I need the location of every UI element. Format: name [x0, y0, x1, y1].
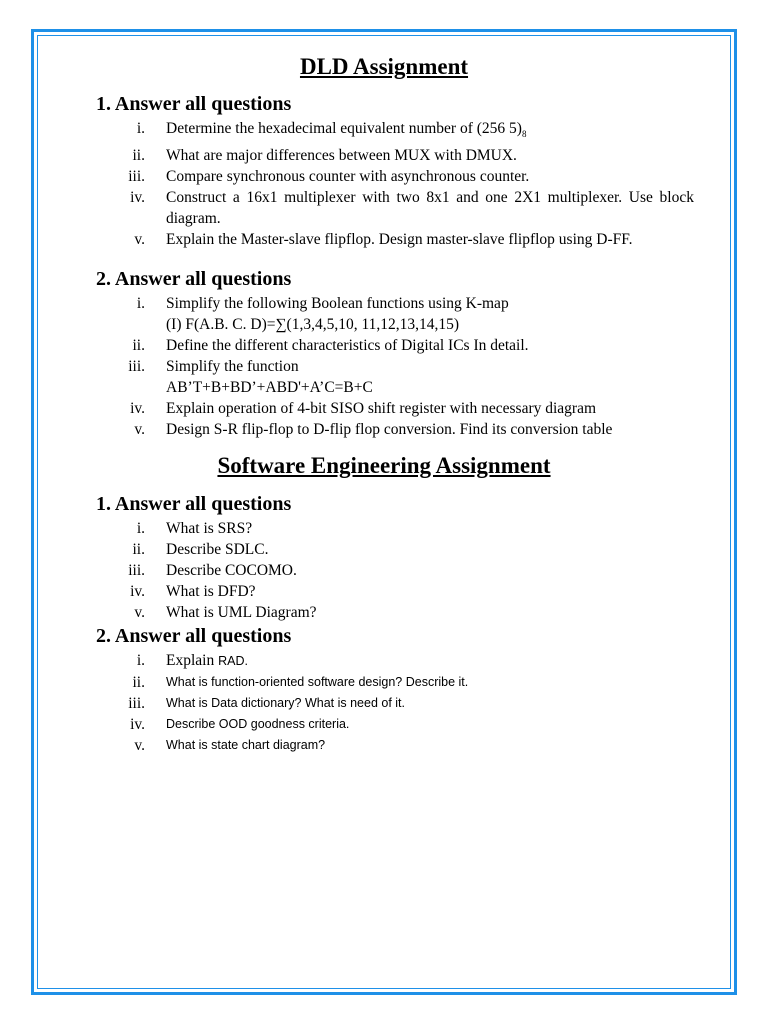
list-item — [0, 518, 768, 539]
item-text: Design S-R flip-flop to D-flip flop conversion. Find its conversion table — [166, 421, 613, 438]
item-text: What is function-oriented software design? Describe it. — [166, 675, 469, 689]
item-text: Compare synchronous counter with asynchronous counter. — [166, 168, 530, 186]
item-number: v. — [134, 231, 145, 249]
dld-section-1-list — [0, 118, 768, 250]
item-text: Explain operation of 4-bit SISO shift register with necessary diagram — [166, 400, 597, 417]
item-number: ii. — [132, 541, 145, 558]
list-item — [0, 118, 768, 145]
item-text: Construct a 16x1 multiplexer with two 8x1 and one 2X1 multiplexer. Use block diagram. — [166, 189, 694, 228]
item-number: iv. — [130, 189, 145, 207]
list-item — [0, 693, 768, 714]
item-number: v. — [134, 737, 145, 754]
item-text: Describe SDLC. — [166, 541, 269, 558]
item-text: What is UML Diagram? — [166, 604, 317, 621]
list-item — [0, 672, 768, 693]
dld-section-2-heading: 2. Answer all questions — [96, 268, 292, 290]
se-title: Software Engineering Assignment — [217, 453, 551, 478]
se-section-2-list — [0, 650, 768, 756]
item-text: What is state chart diagram? — [166, 738, 326, 752]
dld-title: DLD Assignment — [299, 54, 469, 79]
list-item — [0, 602, 768, 623]
list-item — [0, 356, 768, 398]
se-section-1-list — [0, 518, 768, 623]
list-item — [0, 398, 768, 419]
list-item — [0, 539, 768, 560]
item-text: Define the different characteristics of Digital ICs In detail. — [166, 337, 529, 354]
list-item — [0, 735, 768, 756]
item-text — [166, 293, 694, 335]
item-text — [166, 356, 694, 398]
item-text: What is Data dictionary? What is need of it. — [166, 696, 405, 710]
list-item — [0, 714, 768, 735]
list-item — [0, 650, 768, 672]
item-number: i. — [136, 120, 145, 137]
list-item — [0, 166, 768, 187]
item-text: What is DFD? — [166, 583, 256, 600]
item-number: i. — [136, 652, 145, 669]
list-item — [0, 229, 768, 250]
dld-section-1-heading: 1. Answer all questions — [96, 93, 292, 115]
item-number: iv. — [130, 400, 145, 417]
item-text-line-2: AB’T+B+BD’+ABD'+A’C=B+C — [166, 379, 373, 396]
list-item — [0, 293, 768, 335]
item-text: What are major differences between MUX with DMUX. — [166, 147, 517, 165]
item-text-sans: RAD. — [218, 654, 248, 668]
item-number: iii. — [128, 358, 145, 375]
item-text: Explain the Master-slave flipflop. Design master-slave flipflop using D-FF. — [166, 231, 633, 249]
item-text-line-1: Simplify the following Boolean functions using K-map — [166, 295, 509, 312]
item-text: What is SRS? — [166, 520, 253, 537]
list-item — [0, 335, 768, 356]
item-number: ii. — [132, 147, 145, 165]
item-subscript: 8 — [521, 129, 527, 140]
item-number: i. — [136, 295, 145, 312]
item-number: v. — [134, 421, 145, 438]
list-item — [0, 187, 768, 229]
item-number: iv. — [130, 583, 145, 600]
list-item — [0, 145, 768, 166]
item-number: iv. — [130, 716, 145, 733]
item-text-line-2: (I) F(A.B. C. D)=∑(1,3,4,5,10, 11,12,13,14,15) — [166, 316, 460, 333]
item-text: Describe COCOMO. — [166, 562, 297, 579]
item-number: iii. — [128, 695, 145, 712]
item-number: v. — [134, 604, 145, 621]
se-section-2-heading: 2. Answer all questions — [96, 625, 292, 647]
item-number: i. — [136, 520, 145, 537]
se-section-1-heading: 1. Answer all questions — [96, 493, 292, 515]
item-number: ii. — [132, 674, 145, 691]
dld-section-2-list — [0, 293, 768, 440]
list-item — [0, 560, 768, 581]
item-text: Describe OOD goodness criteria. — [166, 717, 350, 731]
item-text — [166, 650, 694, 672]
item-number: iii. — [128, 562, 145, 579]
item-text-main: Explain — [166, 652, 215, 669]
list-item — [0, 419, 768, 440]
item-number: iii. — [128, 168, 145, 186]
item-text — [166, 118, 694, 145]
item-number: ii. — [132, 337, 145, 354]
list-item — [0, 581, 768, 602]
item-text-main: Determine the hexadecimal equivalent number of (256 5) — [166, 120, 522, 137]
item-text-line-1: Simplify the function — [166, 358, 299, 375]
